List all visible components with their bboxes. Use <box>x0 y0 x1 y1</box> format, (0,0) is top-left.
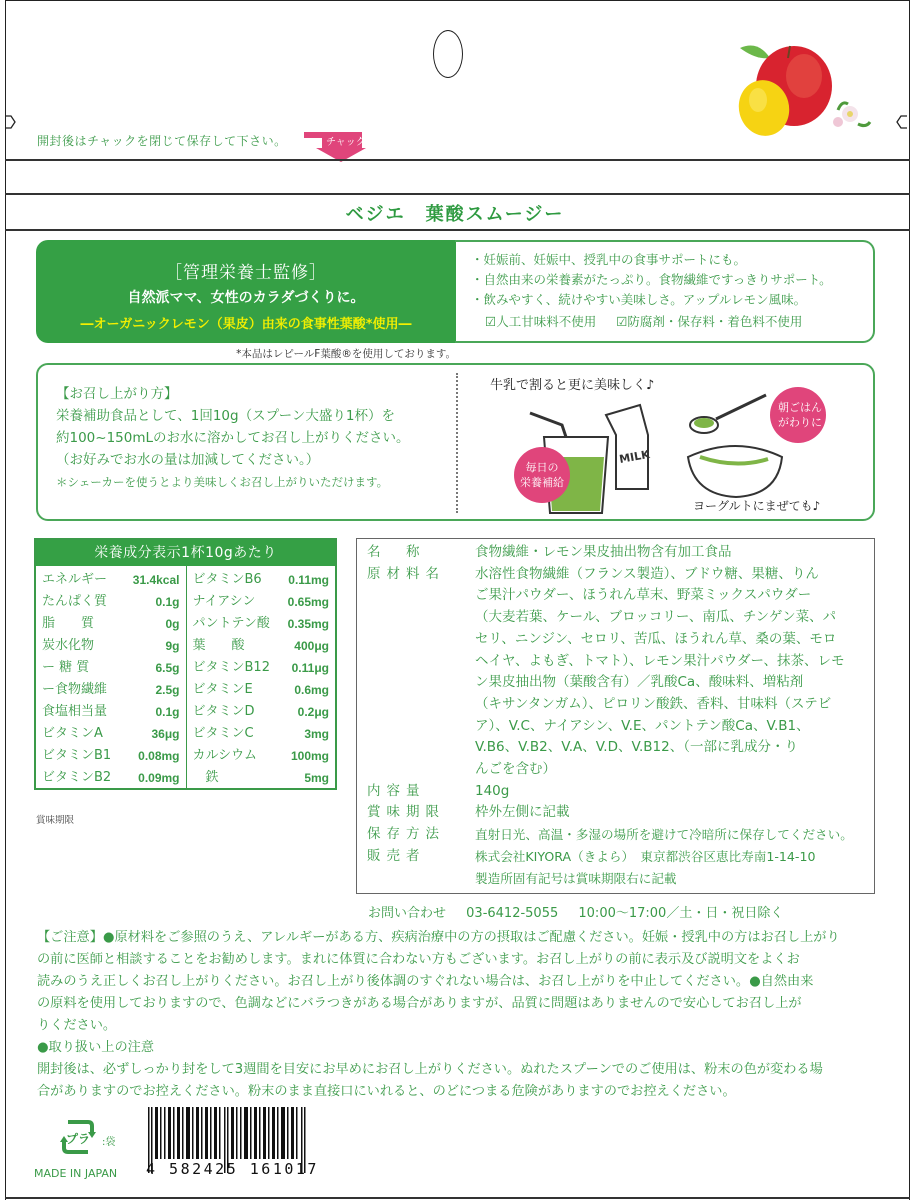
how-to-heading: 【お召し上がり方】 <box>56 386 178 402</box>
nutrition-row: ー食物繊維 2.5g <box>42 682 180 697</box>
apple-lemon-illustration <box>730 38 880 138</box>
dotted-divider <box>456 373 458 513</box>
nutrition-col-left <box>36 566 186 789</box>
nutrition-row: ー 糖 質 6.5g <box>42 660 180 675</box>
nutrition-col-right <box>186 566 336 789</box>
zip-line <box>5 159 910 161</box>
svg-text:朝ごはん: 朝ごはん <box>778 401 822 414</box>
svg-text:MILK: MILK <box>618 447 651 466</box>
folic-acid-footnote: *本品はレピールF葉酸®を使用しております。 <box>236 348 456 360</box>
nutrition-row: 葉 酸 400μg <box>192 638 329 653</box>
check-no-artificial-sweetener: ☑人工甘味料不使用 <box>485 314 597 329</box>
caution-line: 【ご注意】●原材料をご参照のうえ、アレルギーがある方、疾病治療中の方の摂取はご配慮ください。妊娠・授乳中の方はお召し上がり <box>37 930 840 945</box>
how-to-line: 約100~150mLのお水に溶かしてお召し上がりください。 <box>56 430 410 446</box>
nutrition-row: エネルギー 31.4kcal <box>42 572 180 587</box>
caution-notes <box>37 927 879 1103</box>
nutrition-row: ビタミンB2 0.09mg <box>42 770 180 785</box>
seal-line <box>5 193 910 195</box>
caution-line: 読みのうえ正しくお召し上がりください。お召し上がり後体調のすぐれない場合は、お召し上がりを中止してください。●自然由来 <box>37 974 814 989</box>
svg-text:栄養補給: 栄養補給 <box>520 476 564 489</box>
pla-recycle-icon <box>60 1118 96 1156</box>
feature-point: ・自然由来の栄養素がたっぷり。食物繊維ですっきりサポート。 <box>471 272 832 287</box>
caution-line: の前に医師と相談することをお勧めします。まれに体質に合わない方もございます。お召し上がりの前に表示及び説明文をよくお <box>37 952 800 967</box>
contact-label: お問い合わせ <box>368 906 447 921</box>
nutrition-row: ビタミンB6 0.11mg <box>192 572 329 587</box>
feature-point: ・妊娠前、妊娠中、授乳中の食事サポートにも。 <box>471 252 747 267</box>
svg-text:がわりに: がわりに <box>778 416 822 429</box>
contact-info <box>368 902 799 921</box>
barcode-number: 4 582425 161017 <box>146 1160 319 1178</box>
nutrition-row: ビタミンB12 0.11μg <box>192 660 329 675</box>
caution-line: 開封後は、必ずしっかり封をして3週間を目安にお早めにお召し上がりください。ぬれたスプーンでのご使用は、粉末の色が変わる場 <box>37 1062 823 1077</box>
label-row-ingredients: 原材料名 水溶性食物繊維（フランス製造）、ブドウ糖、果糖、りん ご果汁パウダー、ほうれん草末、野菜ミックスパウダー （大麦若葉、ケール、ブロッコリー、南瓜、チンゲン菜、パ セリ、ニンジン、セロリ、苦瓜、ほうれん草、桑の葉、モロ ヘイヤ、よもぎ、トマト）、レモン果汁パウダー、抹茶、レモ ン果皮抽出物（葉酸含有）／乳酸Ca、酸味料、増粘剤 （キサンタンガム）、ピロリン酸鉄、香料、甘味料（ステビ ア）、V.C、ナイアシン、V.E、パントテン酸Ca、V.B1、 V.B6、V.B2、V.A、V.D、V.B12、（一部に乳成分・り んごを含む） <box>367 565 845 778</box>
handling-heading: ●取り扱い上の注意 <box>37 1040 155 1055</box>
serving-suggestion-illustration <box>468 365 873 521</box>
feature-points <box>455 240 875 343</box>
zip-tag-label: チャック <box>326 137 366 148</box>
tear-notch-right-icon <box>896 115 908 129</box>
product-label-table <box>356 538 875 894</box>
zip-storage-note: 開封後はチャックを閉じて保存して下さい。 <box>37 134 287 148</box>
nutrition-row: カルシウム 100mg <box>192 748 329 763</box>
svg-text:毎日の: 毎日の <box>525 461 559 474</box>
nutrition-header: 栄養成分表示1杯10gあたり <box>36 540 335 566</box>
label-row-name: 名 称 食物繊維・レモン果皮抽出物含有加工食品 <box>367 544 732 560</box>
nutrition-row: 脂 質 0g <box>42 616 180 631</box>
nutrition-row: 鉄 5mg <box>192 770 329 785</box>
nutrition-row: ビタミンE 0.6mg <box>192 682 329 697</box>
bottom-edge <box>5 1197 910 1199</box>
product-title: ベジエ 葉酸スムージー <box>345 204 565 225</box>
supervision-label: ［管理栄養士監修］ <box>165 263 327 283</box>
tagline: 自然派ママ、女性のカラダづくりに。 <box>127 290 365 306</box>
headline-banner <box>36 240 456 343</box>
how-to-line: （お好みでお水の量は加減してください。） <box>56 452 320 468</box>
how-to-consume-panel <box>36 363 875 521</box>
label-row-storage: 保存方法 直射日光、高温・多湿の場所を避けて冷暗所に保存してください。 <box>367 826 853 843</box>
svg-text:プラ: プラ <box>65 1132 91 1146</box>
tear-notch-left-icon <box>4 115 16 129</box>
shaker-note: ＊シェーカーを使うとより美味しくお召し上がりいただけます。 <box>56 475 389 489</box>
feature-point: ・飲みやすく、続けやすい美味しさ。アップルレモン風味。 <box>471 292 807 307</box>
nutrition-row: ビタミンA 36μg <box>42 726 180 741</box>
nutrition-row: ナイアシン 0.65mg <box>192 594 329 609</box>
title-underline <box>5 229 910 231</box>
hang-hole <box>433 30 463 78</box>
label-row-best-before: 賞味期限 枠外左側に記載 <box>367 804 570 821</box>
caution-line: りください。 <box>37 1018 117 1033</box>
nutrition-row: パントテン酸 0.35mg <box>192 616 329 631</box>
nutrition-row: ビタミンB1 0.08mg <box>42 748 180 763</box>
check-no-preservatives: ☑防腐剤・保存料・着色料不使用 <box>616 314 803 329</box>
label-row-net-weight: 内容量 140g <box>367 782 510 799</box>
nutrition-row: ビタミンD 0.2μg <box>192 704 329 719</box>
made-in-japan: MADE IN JAPAN <box>34 1167 118 1180</box>
best-before-label: 賞味期限 <box>36 815 75 826</box>
caution-line: 合がありますのでお控えください。粉末のまま直接口にいれると、のどにつまる危険がありますのでお控えください。 <box>37 1084 736 1099</box>
nutrition-row: ビタミンC 3mg <box>192 726 329 741</box>
contact-phone: 03-6412-5055 <box>466 906 559 921</box>
recycle-label: :袋 <box>102 1137 116 1148</box>
nutrition-row: 炭水化物 9g <box>42 638 180 653</box>
milk-caption: 牛乳で割ると更に美味しく♪ <box>490 378 655 393</box>
how-to-line: 栄養補助食品として、1回10g（スプーン大盛り1杯）を <box>56 408 395 424</box>
nutrition-row: 食塩相当量 0.1g <box>42 704 180 719</box>
contact-hours: 10:00～17:00／土・日・祝日除く <box>578 906 784 921</box>
yogurt-caption: ヨーグルトにまぜても♪ <box>693 499 821 513</box>
nutrition-row: たんぱく質 0.1g <box>42 594 180 609</box>
folic-acid-claim: ―オーガニックレモン（果皮）由来の食事性葉酸*使用― <box>80 317 412 332</box>
caution-line: の原料を使用しておりますので、色調などにバラつきがある場合がありますが、品質に問題はありませんので安心してお召し上が <box>37 996 802 1011</box>
nutrition-facts-table <box>34 538 337 790</box>
label-row-seller: 販売者 株式会社KIYORA（きよら） 東京都渋谷区恵比寿南1-14-10 製造所固有記号は賞味期限右に記載 <box>367 847 816 886</box>
